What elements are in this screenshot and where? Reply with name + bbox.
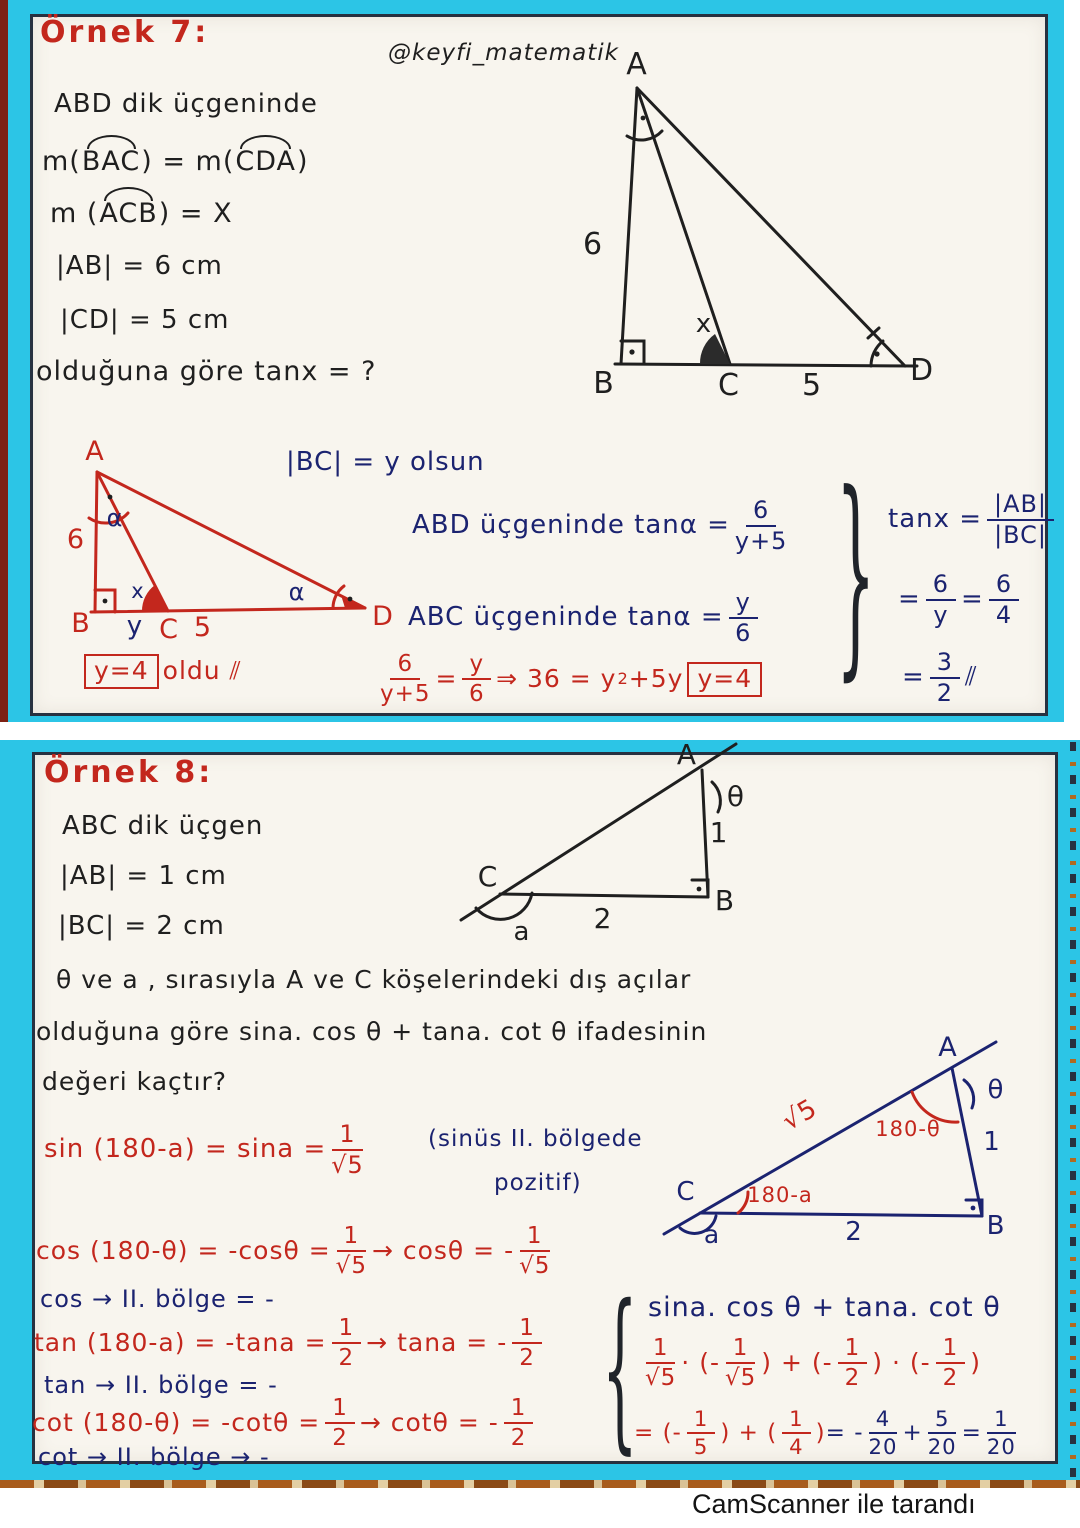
formula-token: cos (180-θ) = -cosθ = bbox=[36, 1235, 331, 1265]
label-2: 2 bbox=[593, 902, 613, 935]
scan-edge-left bbox=[0, 0, 8, 722]
angle-dot-a bbox=[641, 116, 646, 121]
sol-tanx-2 bbox=[898, 572, 1024, 628]
sol-tanx-1 bbox=[888, 492, 1059, 548]
fraction-denominator: 4 bbox=[789, 1434, 804, 1460]
fraction bbox=[325, 1396, 355, 1450]
fraction bbox=[519, 1224, 550, 1278]
fraction-numerator: 1 bbox=[332, 1316, 362, 1344]
formula-token: · (- bbox=[681, 1347, 720, 1377]
ornek8-given-1: ABC dik üçgen bbox=[62, 811, 264, 841]
ornek8-given-2: |AB| = 1 cm bbox=[60, 861, 227, 891]
formula-token: +5y bbox=[628, 663, 684, 693]
formula-token: → tana = - bbox=[366, 1327, 508, 1357]
label-5: 5 bbox=[193, 612, 213, 643]
formula-token: → cotθ = - bbox=[359, 1407, 499, 1437]
formula-token: ) bbox=[297, 146, 309, 177]
fraction-numerator: 1 bbox=[936, 1336, 966, 1364]
side-ab bbox=[702, 770, 708, 897]
fraction bbox=[936, 1336, 966, 1390]
ext-angle-arc-a bbox=[712, 782, 720, 812]
formula-token: ) bbox=[815, 1419, 826, 1446]
fraction-denominator: 2 bbox=[510, 1425, 527, 1452]
label-alpha-d: α bbox=[288, 578, 306, 606]
formula-token: m( bbox=[42, 146, 81, 177]
formula-token: ) bbox=[970, 1347, 982, 1377]
fraction-numerator: 1 bbox=[337, 1224, 367, 1252]
fraction-numerator: 5 bbox=[928, 1408, 956, 1434]
label-c: C bbox=[718, 368, 740, 403]
label-b: B bbox=[71, 608, 91, 639]
ornek7-given-angles bbox=[42, 146, 309, 177]
angle-dot-d bbox=[874, 351, 879, 356]
sol-equation bbox=[375, 652, 766, 706]
sol-bc-olsun: |BC| = y olsun bbox=[286, 447, 485, 477]
fraction-numerator: 6 bbox=[746, 498, 776, 527]
label-1: 1 bbox=[983, 1127, 1001, 1157]
label-y: y bbox=[126, 611, 144, 641]
formula-token: → cosθ = - bbox=[371, 1235, 515, 1265]
formula-token: = bbox=[435, 663, 458, 693]
fraction bbox=[869, 1408, 898, 1458]
y4-box: y=4 bbox=[84, 654, 159, 689]
formula-token: ) = X bbox=[158, 198, 233, 229]
base-cb bbox=[700, 1213, 982, 1216]
ornek8-q3: değeri kaçtır? bbox=[42, 1067, 228, 1096]
fraction-numerator: y bbox=[462, 652, 491, 680]
fraction-denominator: 2 bbox=[844, 1365, 861, 1392]
work-sin-note-2: pozitif) bbox=[494, 1170, 582, 1196]
ornek7-title: Örnek 7: bbox=[40, 15, 210, 50]
formula-token: ) + (- bbox=[761, 1347, 833, 1377]
fraction bbox=[987, 492, 1054, 548]
fraction bbox=[504, 1396, 534, 1450]
sol-abc-line bbox=[408, 590, 763, 646]
label-180-theta: 180-θ bbox=[875, 1117, 941, 1141]
fraction bbox=[645, 1336, 676, 1390]
right-angle-dot bbox=[103, 599, 108, 604]
superscript: 2 bbox=[617, 668, 629, 688]
fraction-numerator: 1 bbox=[687, 1408, 715, 1434]
formula-token: = (- bbox=[634, 1419, 682, 1446]
ornek8-diagram bbox=[440, 738, 1080, 950]
right-angle-dot bbox=[971, 1206, 976, 1211]
watermark: @keyfi_matematik bbox=[388, 40, 619, 66]
fraction-numerator: y bbox=[729, 590, 758, 619]
fraction bbox=[331, 1122, 363, 1178]
label-b: B bbox=[986, 1211, 1006, 1241]
formula-token: ) = m( bbox=[141, 146, 235, 177]
brace-left: { bbox=[602, 1270, 638, 1472]
label-a: A bbox=[676, 738, 698, 771]
formula-token: ⇒ 36 = y bbox=[496, 663, 617, 693]
work-cos bbox=[36, 1224, 555, 1278]
fraction bbox=[987, 1408, 1016, 1458]
fraction-denominator: 20 bbox=[986, 1434, 1016, 1460]
fraction bbox=[729, 590, 758, 646]
fraction-numerator: 1 bbox=[646, 1336, 676, 1364]
fraction bbox=[725, 1336, 756, 1390]
fraction-denominator: 2 bbox=[519, 1345, 535, 1372]
fraction bbox=[735, 498, 787, 554]
fraction bbox=[336, 1224, 367, 1278]
angle-dot-a bbox=[108, 495, 113, 500]
fraction bbox=[989, 572, 1019, 628]
label-c: C bbox=[676, 1177, 696, 1207]
fraction-numerator: 6 bbox=[989, 572, 1019, 601]
fraction bbox=[926, 572, 956, 628]
label-b: B bbox=[593, 366, 615, 401]
work-cos-note: cos → II. bölge = - bbox=[40, 1285, 275, 1313]
fraction-numerator: 1 bbox=[782, 1408, 810, 1434]
ornek8-q2: olduğuna göre sina. cos θ + tana. cot θ ifadesinin bbox=[36, 1017, 708, 1046]
side-ab bbox=[952, 1068, 982, 1216]
fraction bbox=[687, 1408, 715, 1458]
boxed-result: y=4 bbox=[687, 662, 762, 697]
fraction bbox=[928, 1408, 957, 1458]
formula-token: = bbox=[898, 584, 921, 615]
formula-token: cot (180-θ) = -cotθ = bbox=[32, 1407, 321, 1437]
fraction-denominator: √5 bbox=[724, 1365, 757, 1392]
work-cot-note: cot → II. bölge → - bbox=[38, 1443, 270, 1471]
fraction bbox=[380, 652, 431, 706]
label-6: 6 bbox=[66, 524, 86, 555]
formula-token: = bbox=[902, 662, 925, 693]
formula-token: ACB bbox=[99, 198, 158, 229]
label-x: x bbox=[131, 579, 145, 603]
label-1: 1 bbox=[709, 816, 729, 849]
label-theta: θ bbox=[987, 1075, 1005, 1105]
work-sin bbox=[44, 1122, 369, 1178]
fraction-denominator: √5 bbox=[335, 1253, 367, 1280]
ornek8-title: Örnek 8: bbox=[44, 755, 214, 790]
label-180-a: 180-a bbox=[747, 1183, 813, 1207]
fraction-denominator: 4 bbox=[995, 601, 1013, 630]
brace-right: } bbox=[836, 445, 876, 701]
fraction-numerator: 3 bbox=[930, 650, 960, 679]
formula-token: = - bbox=[825, 1419, 864, 1446]
right-angle-dot bbox=[629, 349, 634, 354]
fraction-denominator: y+5 bbox=[380, 681, 431, 708]
result-line-1 bbox=[640, 1336, 981, 1390]
formula-token: ABD üçgeninde tanα = bbox=[412, 510, 730, 541]
ornek7-diagram bbox=[555, 46, 1055, 403]
right-angle-dot bbox=[697, 887, 702, 892]
formula-token: tanx = bbox=[888, 504, 983, 535]
ornek7-given-abd: ABD dik üçgeninde bbox=[54, 89, 318, 119]
fraction-denominator: |BC| bbox=[994, 521, 1047, 550]
label-c: C bbox=[477, 860, 499, 893]
fraction bbox=[838, 1336, 868, 1390]
label-d: D bbox=[372, 601, 394, 632]
fraction-numerator: 6 bbox=[926, 572, 956, 601]
hypotenuse-extended bbox=[664, 1042, 996, 1234]
fraction-denominator: 6 bbox=[735, 619, 752, 648]
fraction bbox=[332, 1316, 362, 1370]
formula-token: ) · (- bbox=[872, 1347, 931, 1377]
fraction bbox=[462, 652, 491, 706]
label-alpha: a bbox=[703, 1220, 721, 1249]
y4-result bbox=[80, 654, 242, 689]
fraction-numerator: 1 bbox=[838, 1336, 868, 1364]
fraction-denominator: y+5 bbox=[734, 527, 788, 556]
ext-angle-arc-a bbox=[964, 1080, 974, 1108]
fraction-denominator: 5 bbox=[693, 1434, 709, 1460]
formula-token: BAC bbox=[81, 146, 141, 177]
fraction-numerator: 1 bbox=[332, 1122, 362, 1151]
fraction-numerator: 4 bbox=[869, 1408, 897, 1434]
work-tan bbox=[34, 1316, 547, 1370]
fraction-denominator: 2 bbox=[942, 1365, 959, 1392]
formula-token: + bbox=[902, 1419, 923, 1446]
ornek8-given-3: |BC| = 2 cm bbox=[58, 911, 225, 941]
fraction bbox=[930, 650, 960, 706]
fraction-numerator: 1 bbox=[987, 1408, 1015, 1434]
ornek7-given-cd: |CD| = 5 cm bbox=[60, 305, 230, 335]
fraction-numerator: 1 bbox=[520, 1224, 550, 1252]
fraction-denominator: 6 bbox=[468, 681, 485, 708]
angle-arc-a bbox=[627, 131, 662, 140]
formula-token: CDA bbox=[235, 146, 297, 177]
fraction-denominator: 2 bbox=[936, 679, 954, 708]
label-alpha: a bbox=[513, 917, 531, 947]
label-2: 2 bbox=[845, 1217, 863, 1247]
fraction bbox=[512, 1316, 542, 1370]
fraction-denominator: 2 bbox=[332, 1425, 348, 1452]
ornek7-given-acb bbox=[50, 198, 233, 229]
ornek7-question: olduğuna göre tanx = ? bbox=[36, 356, 377, 387]
ornek7-given-ab: |AB| = 6 cm bbox=[56, 251, 223, 281]
label-5: 5 bbox=[801, 368, 823, 403]
fraction-numerator: 6 bbox=[390, 652, 420, 680]
result-line-2 bbox=[634, 1408, 1021, 1458]
label-c: C bbox=[159, 614, 179, 645]
label-a: A bbox=[938, 1032, 958, 1063]
angle-dot-d bbox=[348, 597, 353, 602]
formula-token: = bbox=[961, 1419, 982, 1446]
side-ad bbox=[637, 88, 905, 366]
formula-token: ABC üçgeninde tanα = bbox=[408, 602, 724, 633]
scan-edge-bottom bbox=[0, 1480, 1080, 1488]
formula-token: ) + ( bbox=[720, 1419, 778, 1446]
fraction-numerator: 1 bbox=[726, 1336, 756, 1364]
label-alpha-a: α bbox=[106, 504, 124, 532]
result-expression: sina. cos θ + tana. cot θ bbox=[648, 1292, 1001, 1323]
angle-wedge-c bbox=[142, 585, 168, 611]
label-sqrt5: √5 bbox=[777, 1093, 823, 1137]
fraction-denominator: 2 bbox=[338, 1345, 355, 1372]
label-d: D bbox=[909, 353, 935, 388]
label-theta: θ bbox=[726, 780, 746, 813]
sol-abd-line bbox=[412, 498, 792, 554]
camscanner-footer: CamScanner ile tarandı bbox=[692, 1489, 976, 1519]
formula-token: tan (180-a) = -tana = bbox=[34, 1327, 327, 1357]
label-a: A bbox=[626, 47, 648, 82]
formula-token: m ( bbox=[50, 198, 99, 229]
fraction-denominator: √5 bbox=[519, 1253, 551, 1280]
fraction-numerator: 1 bbox=[512, 1316, 542, 1344]
fraction bbox=[782, 1408, 810, 1458]
formula-token: sin (180-a) = sina = bbox=[44, 1134, 327, 1165]
segment-ac bbox=[637, 88, 730, 364]
ornek8-q1: θ ve a , sırasıyla A ve C köşelerindeki dış açılar bbox=[56, 965, 692, 994]
fraction-denominator: 20 bbox=[868, 1434, 898, 1460]
label-x: x bbox=[695, 309, 713, 339]
fraction-denominator: √5 bbox=[645, 1365, 677, 1392]
y4-note: oldu ⫽ bbox=[162, 656, 242, 685]
side-ab bbox=[621, 88, 637, 364]
fraction-numerator: 1 bbox=[325, 1396, 355, 1424]
sol-tanx-3 bbox=[902, 650, 978, 706]
label-6: 6 bbox=[582, 227, 604, 262]
fraction-numerator: 1 bbox=[504, 1396, 534, 1424]
fraction-denominator: 20 bbox=[927, 1434, 957, 1460]
work-sin-note-1: (sinüs II. bölgede bbox=[428, 1126, 643, 1152]
ornek8-solution-diagram bbox=[652, 1032, 1080, 1254]
formula-token: = bbox=[961, 584, 984, 615]
formula-token: ⫽ bbox=[965, 662, 978, 693]
fraction-numerator: |AB| bbox=[987, 492, 1054, 521]
work-tan-note: tan → II. bölge = - bbox=[44, 1371, 278, 1399]
label-a: A bbox=[85, 436, 105, 467]
fraction-denominator: √5 bbox=[331, 1151, 364, 1180]
fraction-denominator: y bbox=[933, 601, 949, 630]
label-b: B bbox=[714, 884, 736, 917]
